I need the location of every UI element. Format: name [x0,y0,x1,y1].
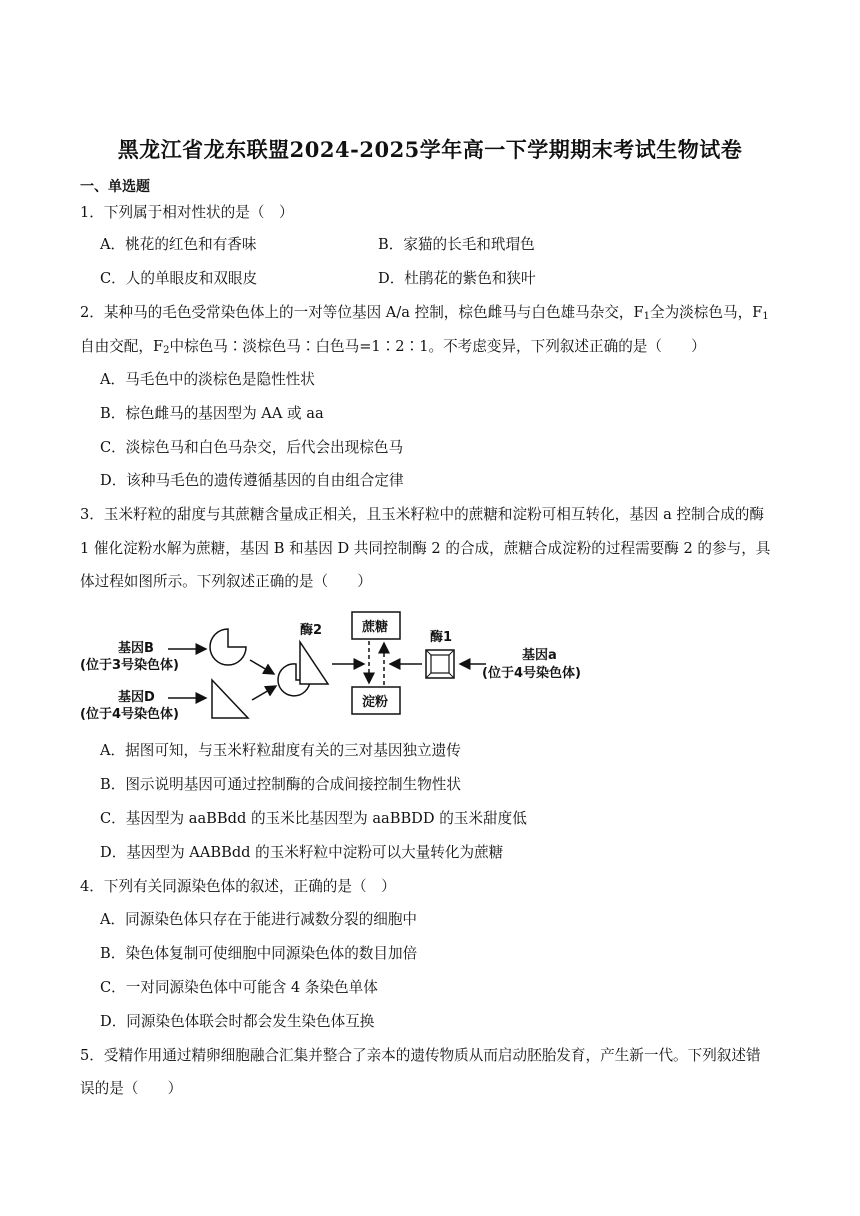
question-2-option-b[interactable]: B．棕色雌马的基因型为 AA 或 aa [100,405,324,422]
question-1-option-d[interactable]: D．杜鹃花的紫色和狭叶 [378,270,536,287]
gene-a-location: (位于4号染色体) [482,666,581,681]
question-1-option-b[interactable]: B．家猫的长毛和玳瑁色 [378,236,535,253]
enzyme-2-triangle-part [300,642,328,684]
question-2-option-a[interactable]: A．马毛色中的淡棕色是隐性性状 [100,371,315,388]
question-4-option-d[interactable]: D．同源染色体联会时都会发生染色体互换 [100,1013,375,1030]
sucrose-label: 蔗糖 [362,620,389,635]
question-5-stem-line-1: 5．受精作用通过精卵细胞融合汇集并整合了亲本的遗传物质从而启动胚胎发育，产生新一代。下列叙述错 [80,1047,761,1064]
question-3-option-b[interactable]: B．图示说明基因可通过控制酶的合成间接控制生物性状 [100,776,461,793]
question-3-option-d[interactable]: D．基因型为 AABBdd 的玉米籽粒中淀粉可以大量转化为蔗糖 [100,844,504,861]
enzyme-d-part-shape [212,680,248,718]
enzyme-2-label: 酶2 [300,623,323,638]
question-3-stem-line-3: 体过程如图所示。下列叙述正确的是（ ） [80,573,372,590]
section-heading: 一、单选题 [80,179,150,195]
question-2-stem-line-1: 2．某种马的毛色受常染色体上的一对等位基因 A/a 控制，棕色雌马与白色雄马杂交，$F_1$全为淡棕色马，$F_1$ [80,304,769,322]
question-3-stem-line-2: 1 催化淀粉水解为蔗糖，基因 B 和基因 D 共同控制酶 2 的合成，蔗糖合成淀粉的过程需要酶 2 的参与，具 [80,540,771,557]
gene-d-location: (位于4号染色体) [80,707,179,722]
question-3-option-a[interactable]: A．据图可知，与玉米籽粒甜度有关的三对基因独立遗传 [100,742,461,759]
question-3-option-c[interactable]: C．基因型为 aaBBdd 的玉米比基因型为 aaBBDD 的玉米甜度低 [100,810,527,827]
starch-label: 淀粉 [362,695,389,710]
question-5-stem-line-2: 误的是（ ） [80,1080,183,1097]
gene-d-label: 基因D [118,690,155,705]
gene-b-location: (位于3号染色体) [80,658,179,673]
enzyme-pathway-diagram [76,604,606,728]
gene-a-label: 基因a [522,648,557,663]
gene-b-label: 基因B [118,641,154,656]
question-2-option-c[interactable]: C．淡棕色马和白色马杂交，后代会出现棕色马 [100,439,404,456]
question-4-stem: 4．下列有关同源染色体的叙述，正确的是（ ） [80,878,396,895]
enzyme-b-part-shape [210,629,246,665]
question-3-stem-line-1: 3．玉米籽粒的甜度与其蔗糖含量成正相关，且玉米籽粒中的蔗糖和淀粉可相互转化，基因 a 控制合成的酶 [80,506,764,523]
enzyme-1-label: 酶1 [430,630,453,645]
question-4-option-a[interactable]: A．同源染色体只存在于能进行减数分裂的细胞中 [100,911,418,928]
page-title: 黑龙江省龙东联盟2024-2025学年高一下学期期末考试生物试卷 [117,137,743,162]
question-4-option-b[interactable]: B．染色体复制可使细胞中同源染色体的数目加倍 [100,945,418,962]
question-1-stem: 1．下列属于相对性状的是（ ） [80,204,294,221]
question-2-stem-line-2: 自由交配，$F_2$中棕色马∶淡棕色马∶白色马=1∶2∶1。不考虑变异，下列叙述正确的是（ ） [80,338,706,356]
question-2-option-d[interactable]: D．该种马毛色的遗传遵循基因的自由组合定律 [100,472,404,489]
question-1-option-c[interactable]: C．人的单眼皮和双眼皮 [100,270,258,287]
question-1-option-a[interactable]: A．桃花的红色和有香味 [100,236,257,253]
question-4-option-c[interactable]: C．一对同源染色体中可能含 4 条染色单体 [100,979,378,996]
